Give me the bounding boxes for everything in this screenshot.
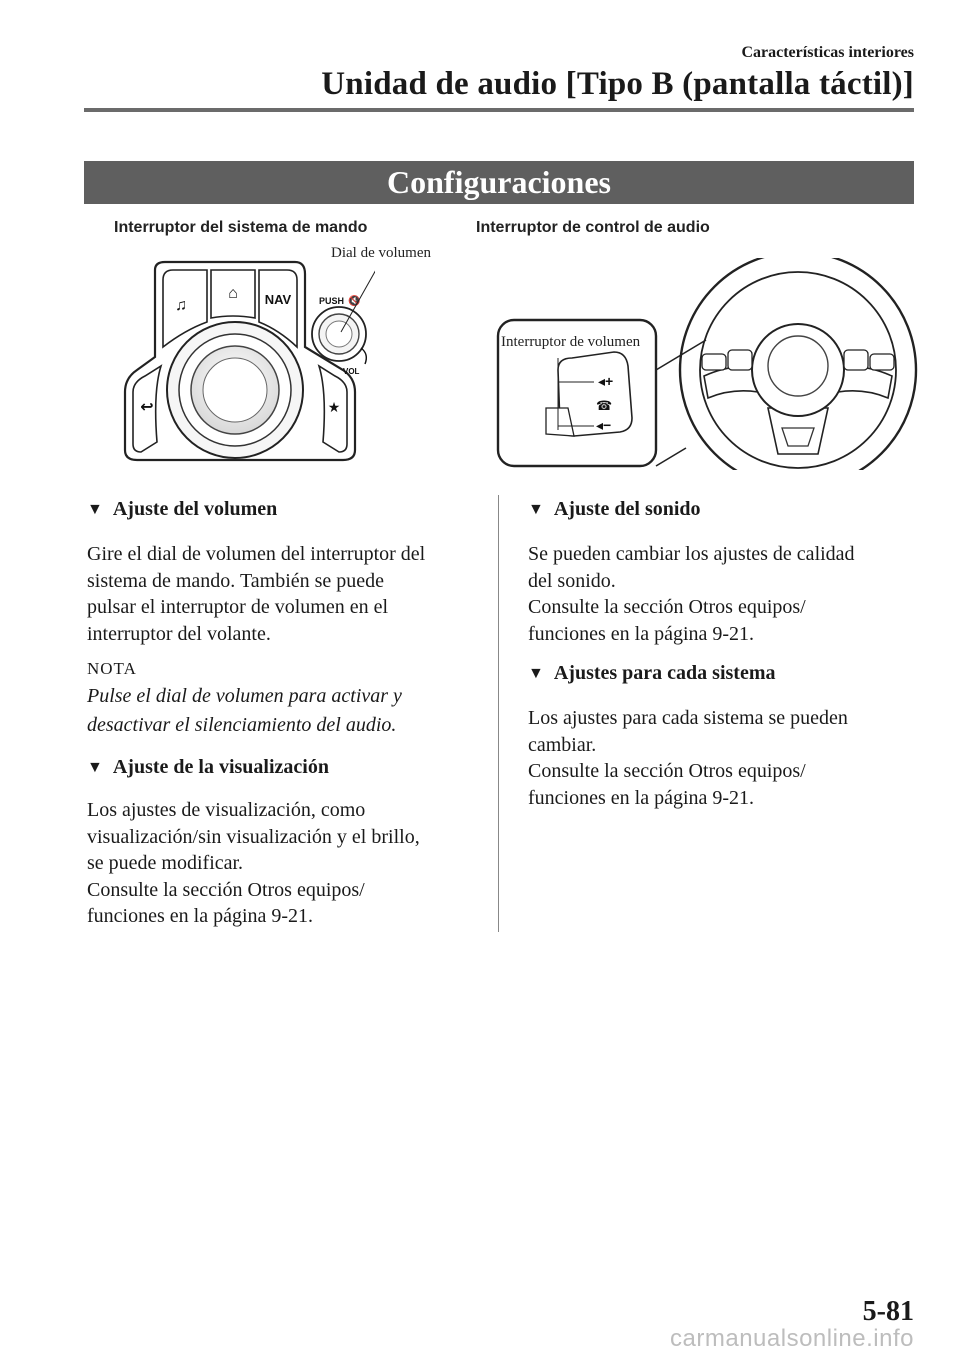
paragraph-display: Los ajustes de visualización, como visualización/sin visualización y el brillo, se puede modificar. Consulte la sección Otros equipos/ funciones en la página 9-21. — [87, 799, 420, 927]
paragraph-sound: Se pueden cambiar los ajustes de calidad del sonido. Consulte la sección Otros equipos/ funciones en la página 9-21. — [528, 543, 855, 645]
chapter-title: Características interiores — [741, 44, 914, 61]
svg-text:↩: ↩ — [140, 399, 154, 416]
svg-text:◂+: ◂+ — [598, 373, 614, 389]
triangle-down-icon: ▼ — [528, 665, 544, 682]
column-divider — [498, 495, 499, 932]
page-title: Unidad de audio [Tipo B (pantalla táctil)] — [321, 66, 914, 102]
paragraph-volume: Gire el dial de volumen del interruptor del sistema de mando. También se puede pulsar el interruptor de volumen en el interruptor del volante. — [87, 543, 426, 645]
svg-text:⌂: ⌂ — [228, 285, 238, 302]
svg-text:☎: ☎ — [596, 398, 613, 413]
svg-text:★: ★ — [327, 399, 341, 415]
note-text: Pulse el dial de volumen para activar y desactivar el silenciamiento del audio. — [87, 685, 402, 736]
svg-text:◂−: ◂− — [596, 417, 612, 433]
triangle-down-icon: ▼ — [87, 759, 103, 776]
watermark: carmanualsonline.info — [670, 1325, 914, 1352]
figure-caption-commander: Interruptor del sistema de mando — [114, 219, 368, 236]
triangle-down-icon: ▼ — [87, 501, 103, 518]
page-number: 5-81 — [862, 1296, 914, 1327]
svg-text:🔇: 🔇 — [348, 296, 361, 307]
nav-button-label: NAV — [264, 292, 292, 307]
commander-switch-illustration — [115, 252, 375, 470]
callout-volume-switch: Interruptor de volumen — [501, 334, 641, 350]
svg-text:♫: ♫ — [175, 297, 187, 314]
header-rule — [84, 108, 914, 112]
heading-volume: ▼ Ajuste del volumen — [87, 498, 278, 520]
heading-system: ▼ Ajustes para cada sistema — [528, 662, 776, 684]
section-title: Configuraciones — [84, 161, 914, 204]
triangle-down-icon: ▼ — [528, 501, 544, 518]
paragraph-system: Los ajustes para cada sistema se pueden cambiar. Consulte la sección Otros equipos/ funciones en la página 9-21. — [528, 707, 848, 809]
heading-sound: ▼ Ajuste del sonido — [528, 498, 701, 520]
heading-display: ▼ Ajuste de la visualización — [87, 756, 329, 778]
figure-caption-steering: Interruptor de control de audio — [476, 219, 710, 236]
callout-volume-dial: Dial de volumen — [331, 245, 431, 261]
note-label: NOTA — [87, 659, 137, 678]
push-label: PUSH — [319, 296, 345, 306]
vol-label: VOL — [343, 367, 360, 376]
steering-wheel-illustration — [496, 258, 918, 470]
